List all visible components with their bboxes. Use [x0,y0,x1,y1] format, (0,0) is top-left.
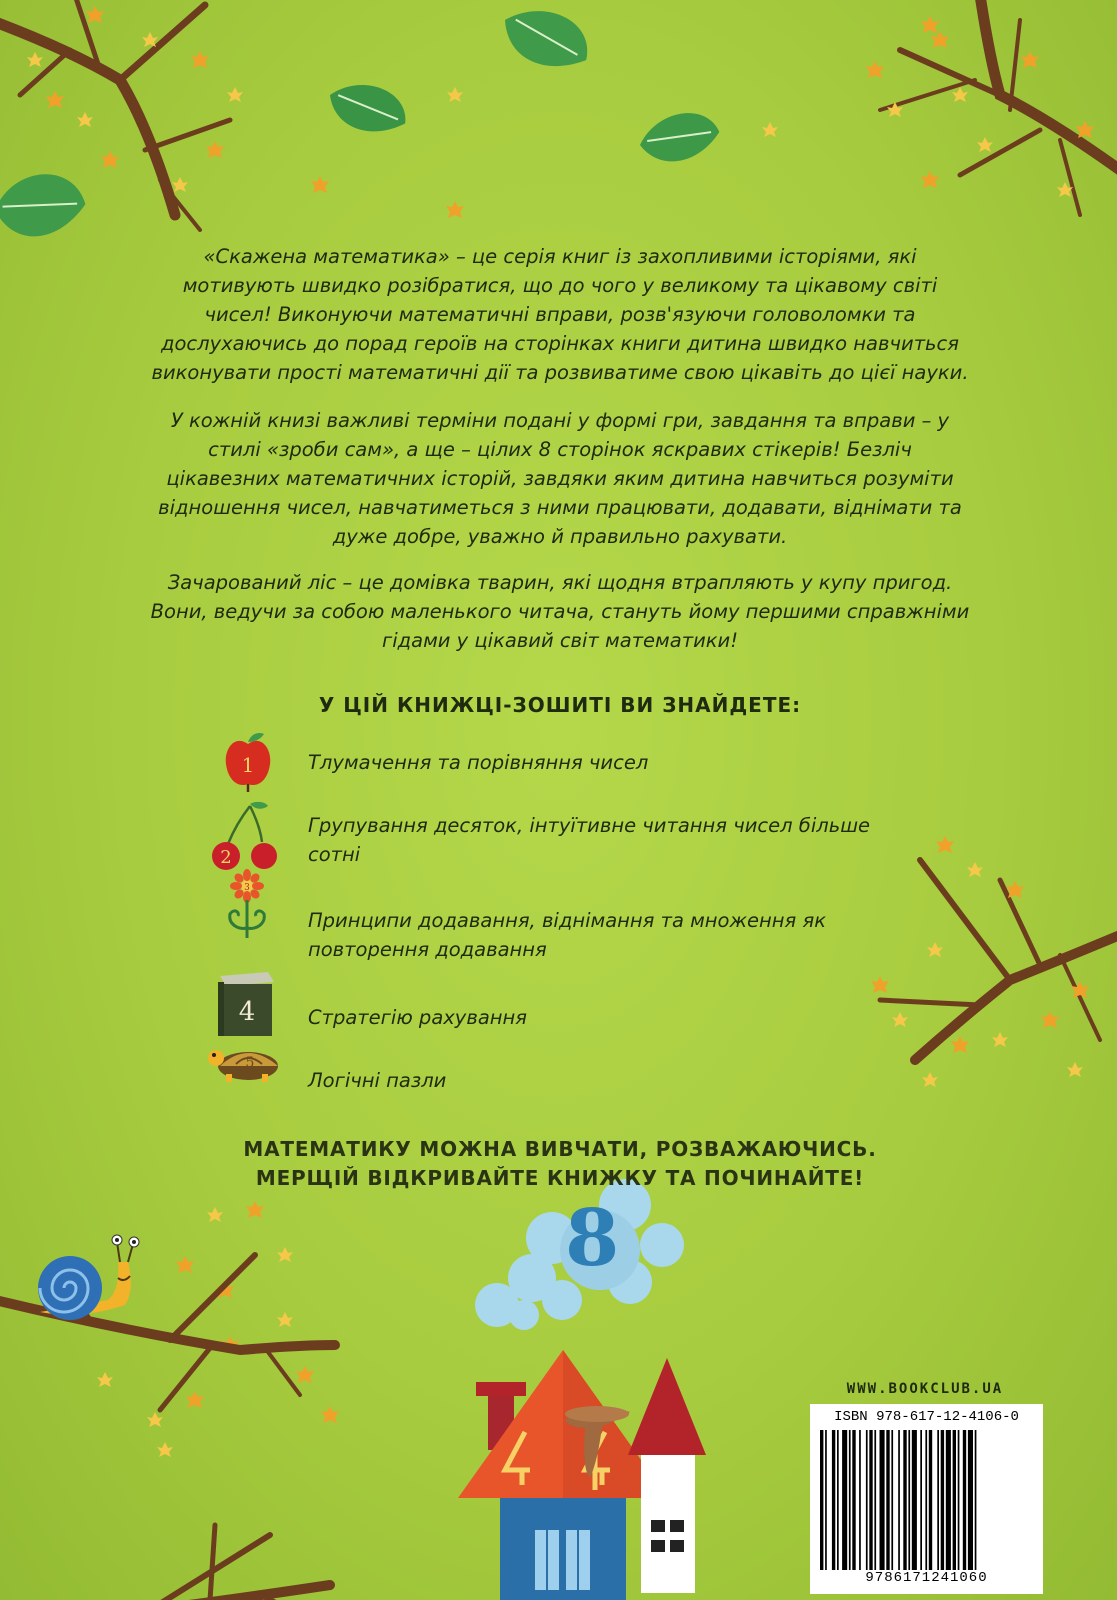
barcode-bar [975,1430,977,1570]
intro-paragraph-3: Зачарований ліс – це домівка тварин, які щодня втрапляють у купу пригод. Вони, ведучи за собою маленького читача, стануть йому першими справжніми гідами у цікавий світ математики! [150,571,970,652]
orange-leaves-top-right [762,16,1094,197]
snail-icon [38,1235,139,1320]
publisher-website[interactable]: WWW.BOOKCLUB.UA [846,1381,1004,1397]
house-illustration [458,1350,706,1600]
barcode-number: 9786171241060 [865,1570,988,1586]
feature-item-5: Логічні пазли [308,1069,447,1092]
barcode-bar [920,1430,922,1570]
intro-paragraph-2: У кожній книзі важливі терміни подані у формі гри, завдання та вправи – у стилі «зроби сам», а ще – цілих 8 сторінок яскравих стікерів! Безліч цікавезних математичних історій, завдяки яким дитина навчиться розуміти відношення чисел, навчатиметься з ними працювати, додавати, віднімати та дуже добре, уважно й правильно рахувати. [158,409,962,548]
barcode-bar [925,1430,927,1570]
barcode-bar [849,1430,851,1570]
apple-icon-number: 1 [241,753,255,777]
intro-paragraph-1: «Скажена математика» – це серія книг із захопливими історіями, які мотивують швидко розібратися, що до чого у великому та цікавому світі чисел! Виконуючи математичні вправи, розв'язуючи головоломки та дослухаючись до порад героїв на сторінках книги дитина швидко навчиться виконувати прості математичні дії та розвиватиме свою цікавіть до цієї науки. [151,245,969,384]
feature-item-4: Стратегію рахування [308,1006,528,1029]
barcode-bar [880,1430,885,1570]
barcode-bar [869,1430,872,1570]
branch-bottom-left [0,1525,345,1600]
barcode-bar [968,1430,973,1570]
barcode-box [810,1404,1043,1594]
book-icon-number: 4 [238,997,256,1027]
green-leaf [495,0,598,79]
feature-item-2-text: Групування десяток, інтуїтивне читання чисел більше сотні [308,814,871,866]
barcode-bar [903,1430,906,1570]
barcode-bar [941,1430,944,1570]
green-leaf [635,105,724,170]
barcode-bar [946,1430,951,1570]
closing-line-2: МЕРЩІЙ ВІДКРИВАЙТЕ КНИЖКУ ТА ПОЧИНАЙТЕ! [255,1166,865,1190]
barcode-icon [820,1430,1033,1570]
apple-icon [222,730,274,792]
feature-item-2 [308,811,928,869]
closing-slogan [150,1135,970,1193]
turtle-icon [206,1040,282,1084]
green-leaf [0,168,89,243]
isbn-label: ISBN 978-617-12-4106-0 [834,1409,1019,1425]
barcode-bar [852,1430,855,1570]
cherries-icon [210,800,280,872]
barcode-bar [912,1430,917,1570]
barcode-bar [886,1430,889,1570]
orange-leaves-bottom-left [52,1201,339,1457]
barcode-bar [859,1430,861,1570]
cherries-icon-number: 2 [220,847,232,868]
barcode-bar [825,1430,827,1570]
barcode-bar [953,1430,956,1570]
barcode-bar [891,1430,893,1570]
flower-icon [218,868,276,940]
barcode-bar [820,1430,823,1570]
book-icon [214,968,278,1038]
barcode-bar [963,1430,966,1570]
barcode-bar [874,1430,876,1570]
feature-item-3: Принципи додавання, віднімання та множення як повторення додавання [308,909,826,961]
barcode-bar [837,1430,839,1570]
closing-line-1: МАТЕМАТИКУ МОЖНА ВИВЧАТИ, РОЗВАЖАЮЧИСЬ. [243,1137,877,1161]
barcode-bar [929,1430,932,1570]
turtle-icon-number: 5 [245,1055,255,1071]
feature-item-1: Тлумачення та порівняння чисел [308,751,649,774]
barcode-bar [937,1430,939,1570]
barcode-bar [908,1430,910,1570]
green-leaf [323,76,412,141]
barcode-bar [866,1430,868,1570]
flower-icon-number: 3 [244,883,250,893]
barcode-bar [958,1430,960,1570]
cloud-number-eight: 8 [565,1193,620,1284]
barcode-bar [832,1430,835,1570]
branch-top-right [880,0,1117,215]
barcode-bar [842,1430,847,1570]
barcode-bar [898,1430,900,1570]
features-heading: У ЦІЙ КНИЖЦІ-ЗОШИТІ ВИ ЗНАЙДЕТЕ: [318,693,802,717]
